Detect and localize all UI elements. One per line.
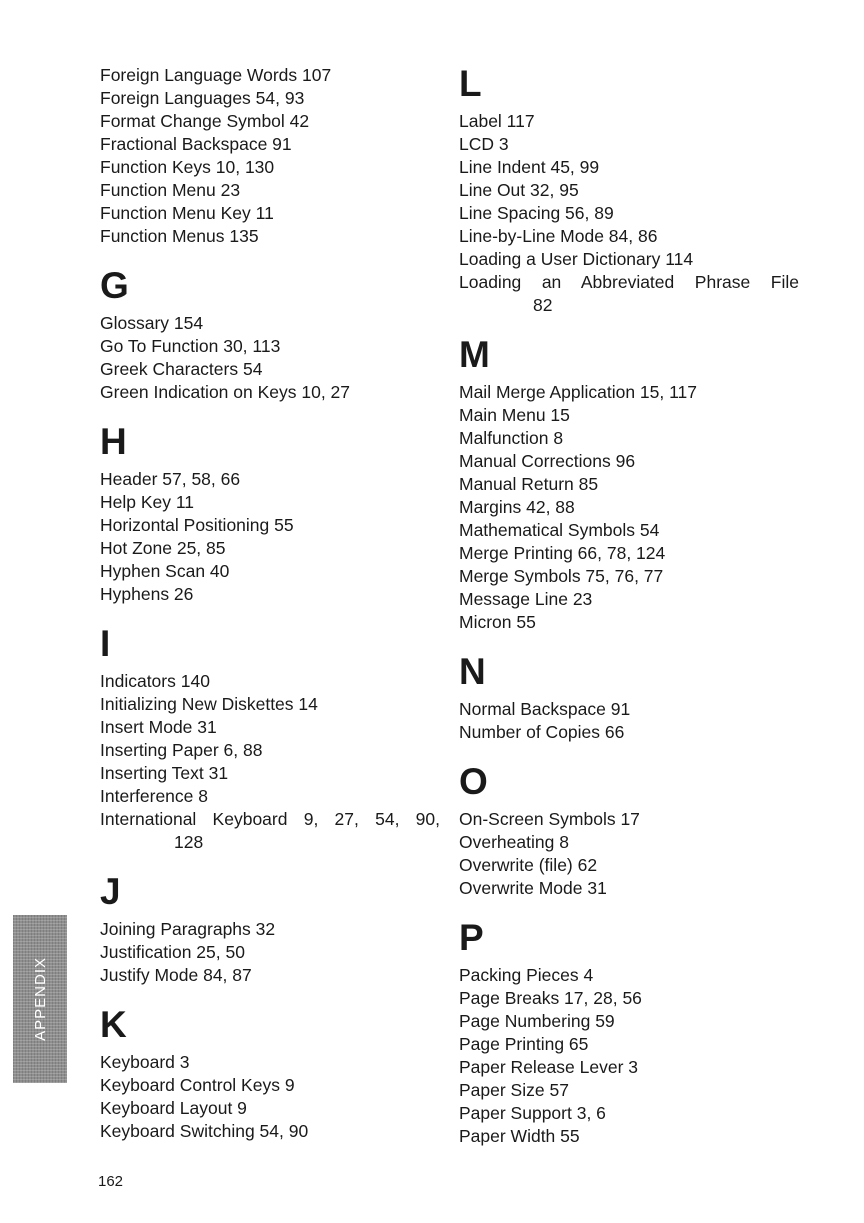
index-entry bbox=[100, 560, 440, 583]
index-entry-text: Mail Merge Application 15, 117 bbox=[459, 382, 698, 402]
index-entry bbox=[459, 987, 799, 1010]
index-entry-text: Merge Symbols 75, 76, 77 bbox=[459, 566, 664, 586]
index-letter-heading: G bbox=[100, 265, 129, 306]
index-entry-text: Foreign Language Words 107 bbox=[100, 65, 332, 85]
index-entry bbox=[100, 1074, 440, 1097]
index-entry bbox=[100, 739, 440, 762]
index-entry bbox=[459, 611, 799, 634]
index-entry bbox=[100, 1097, 440, 1120]
index-entry bbox=[100, 179, 440, 202]
index-entry-text: Page Printing 65 bbox=[459, 1034, 589, 1054]
side-tab-label: APPENDIX bbox=[31, 957, 49, 1041]
index-entry-text: Keyboard Switching 54, 90 bbox=[100, 1121, 309, 1141]
index-entry-text: International Keyboard 9, 27, 54, 90, bbox=[100, 809, 440, 829]
index-entry-text: Keyboard Layout 9 bbox=[100, 1098, 247, 1118]
index-entry bbox=[100, 358, 440, 381]
index-entry-text: Packing Pieces 4 bbox=[459, 965, 594, 985]
index-entry bbox=[100, 335, 440, 358]
index-entry-text: Function Menu 23 bbox=[100, 180, 241, 200]
index-entry-text: Interference 8 bbox=[100, 786, 208, 806]
index-entry bbox=[459, 877, 799, 900]
index-letter-heading: I bbox=[100, 623, 111, 664]
index-entry-text: Joining Paragraphs 32 bbox=[100, 919, 276, 939]
index-entry-text: Help Key 11 bbox=[100, 492, 195, 512]
index-entry bbox=[100, 964, 440, 987]
index-entry bbox=[100, 918, 440, 941]
index-entry-text: Go To Function 30, 113 bbox=[100, 336, 281, 356]
index-entry bbox=[100, 468, 440, 491]
index-entry bbox=[459, 381, 799, 404]
index-entry-text: Hot Zone 25, 85 bbox=[100, 538, 226, 558]
index-entry-text: Function Menu Key 11 bbox=[100, 203, 274, 223]
index-entry bbox=[100, 87, 440, 110]
index-entry-text: Overwrite (file) 62 bbox=[459, 855, 598, 875]
index-entry-text: Message Line 23 bbox=[459, 589, 593, 609]
index-entry-text: Normal Backspace 91 bbox=[459, 699, 631, 719]
index-letter-heading: M bbox=[459, 334, 490, 375]
index-entry bbox=[459, 1033, 799, 1056]
index-entry-text: Function Menus 135 bbox=[100, 226, 259, 246]
index-entry bbox=[459, 542, 799, 565]
index-entry-text: Inserting Paper 6, 88 bbox=[100, 740, 263, 760]
index-entry bbox=[459, 450, 799, 473]
index-entry bbox=[100, 514, 440, 537]
index-entry-text: Format Change Symbol 42 bbox=[100, 111, 310, 131]
index-entry-text: Loading a User Dictionary 114 bbox=[459, 249, 694, 269]
index-letter-heading: K bbox=[100, 1004, 127, 1045]
index-entry-text: Paper Release Lever 3 bbox=[459, 1057, 638, 1077]
index-entry-text: Number of Copies 66 bbox=[459, 722, 625, 742]
index-entry bbox=[459, 1102, 799, 1125]
index-entry bbox=[100, 312, 440, 335]
index-entry bbox=[459, 808, 799, 831]
index-entry-continuation: 128 bbox=[174, 832, 204, 852]
index-entry bbox=[459, 133, 799, 156]
index-letter-heading: P bbox=[459, 917, 484, 958]
index-entry bbox=[100, 64, 440, 87]
index-entry-text: Paper Size 57 bbox=[459, 1080, 569, 1100]
index-letter-heading: H bbox=[100, 421, 127, 462]
index-entry bbox=[459, 831, 799, 854]
appendix-side-tab bbox=[13, 915, 67, 1083]
index-entry-text: Greek Characters 54 bbox=[100, 359, 263, 379]
index-entry bbox=[459, 854, 799, 877]
index-entry bbox=[459, 179, 799, 202]
index-entry bbox=[100, 156, 440, 179]
index-entry bbox=[459, 404, 799, 427]
index-entry bbox=[100, 225, 440, 248]
index-column-left bbox=[100, 64, 440, 1143]
index-entry-text: Merge Printing 66, 78, 124 bbox=[459, 543, 666, 563]
index-entry bbox=[459, 473, 799, 496]
index-entry bbox=[459, 1010, 799, 1033]
index-entry bbox=[459, 1056, 799, 1079]
index-entry-text: Justify Mode 84, 87 bbox=[100, 965, 252, 985]
index-letter-heading: N bbox=[459, 651, 486, 692]
index-entry bbox=[100, 133, 440, 156]
index-entry bbox=[100, 716, 440, 739]
index-entry-text: Green Indication on Keys 10, 27 bbox=[100, 382, 351, 402]
index-entry-text: Paper Support 3, 6 bbox=[459, 1103, 606, 1123]
index-entry bbox=[100, 110, 440, 133]
index-entry bbox=[100, 537, 440, 560]
index-entry-text: Line-by-Line Mode 84, 86 bbox=[459, 226, 658, 246]
index-entry bbox=[459, 588, 799, 611]
index-letter-heading: O bbox=[459, 761, 488, 802]
index-entry-text: Malfunction 8 bbox=[459, 428, 564, 448]
index-entry bbox=[100, 808, 440, 854]
index-entry-text: Loading an Abbreviated Phrase File bbox=[459, 272, 799, 292]
index-entry bbox=[100, 785, 440, 808]
index-entry bbox=[459, 698, 799, 721]
index-entry-text: Function Keys 10, 130 bbox=[100, 157, 275, 177]
index-entry-text: Manual Return 85 bbox=[459, 474, 599, 494]
index-entry-text: Micron 55 bbox=[459, 612, 536, 632]
index-entry bbox=[459, 427, 799, 450]
index-entry-text: LCD 3 bbox=[459, 134, 509, 154]
index-entry-text: Initializing New Diskettes 14 bbox=[100, 694, 318, 714]
index-column-right bbox=[459, 64, 799, 1148]
index-entry-text: Line Indent 45, 99 bbox=[459, 157, 600, 177]
index-entry-text: On-Screen Symbols 17 bbox=[459, 809, 640, 829]
index-entry-text: Hyphens 26 bbox=[100, 584, 194, 604]
index-entry-text: Line Out 32, 95 bbox=[459, 180, 579, 200]
page-number: 162 bbox=[98, 1173, 124, 1190]
index-entry-text: Indicators 140 bbox=[100, 671, 210, 691]
index-letter-heading: L bbox=[459, 63, 482, 104]
index-entry bbox=[100, 762, 440, 785]
index-entry bbox=[100, 583, 440, 606]
index-entry-text: Keyboard 3 bbox=[100, 1052, 190, 1072]
index-entry bbox=[100, 693, 440, 716]
index-entry-text: Hyphen Scan 40 bbox=[100, 561, 230, 581]
index-entry bbox=[459, 1125, 799, 1148]
index-entry bbox=[100, 1051, 440, 1074]
index-entry bbox=[459, 225, 799, 248]
index-entry-text: Main Menu 15 bbox=[459, 405, 570, 425]
index-entry bbox=[459, 202, 799, 225]
index-entry bbox=[459, 964, 799, 987]
index-entry bbox=[459, 271, 799, 317]
index-entry bbox=[100, 491, 440, 514]
index-entry-text: Insert Mode 31 bbox=[100, 717, 217, 737]
index-entry bbox=[459, 565, 799, 588]
index-entry-text: Overheating 8 bbox=[459, 832, 569, 852]
index-entry bbox=[459, 519, 799, 542]
index-letter-heading: J bbox=[100, 871, 121, 912]
index-entry bbox=[459, 156, 799, 179]
index-entry-text: Line Spacing 56, 89 bbox=[459, 203, 614, 223]
index-entry bbox=[100, 1120, 440, 1143]
index-entry bbox=[459, 721, 799, 744]
index-entry-text: Mathematical Symbols 54 bbox=[459, 520, 660, 540]
index-entry-text: Header 57, 58, 66 bbox=[100, 469, 241, 489]
index-entry-text: Foreign Languages 54, 93 bbox=[100, 88, 305, 108]
index-entry bbox=[100, 941, 440, 964]
index-entry-text: Label 117 bbox=[459, 111, 535, 131]
index-entry-text: Keyboard Control Keys 9 bbox=[100, 1075, 295, 1095]
index-entry bbox=[100, 670, 440, 693]
index-entry-text: Horizontal Positioning 55 bbox=[100, 515, 294, 535]
index-entry-text: Justification 25, 50 bbox=[100, 942, 245, 962]
index-entry-text: Fractional Backspace 91 bbox=[100, 134, 292, 154]
index-entry-text: Glossary 154 bbox=[100, 313, 204, 333]
index-entry bbox=[459, 248, 799, 271]
index-entry-text: Inserting Text 31 bbox=[100, 763, 229, 783]
index-entry bbox=[459, 496, 799, 519]
index-entry-text: Page Breaks 17, 28, 56 bbox=[459, 988, 642, 1008]
index-entry bbox=[100, 202, 440, 225]
index-entry bbox=[459, 1079, 799, 1102]
index-entry-continuation: 82 bbox=[533, 295, 553, 315]
index-entry bbox=[459, 110, 799, 133]
index-entry bbox=[100, 381, 440, 404]
index-entry-text: Page Numbering 59 bbox=[459, 1011, 615, 1031]
index-entry-text: Overwrite Mode 31 bbox=[459, 878, 607, 898]
index-entry-text: Manual Corrections 96 bbox=[459, 451, 636, 471]
index-entry-text: Paper Width 55 bbox=[459, 1126, 580, 1146]
index-entry-text: Margins 42, 88 bbox=[459, 497, 575, 517]
